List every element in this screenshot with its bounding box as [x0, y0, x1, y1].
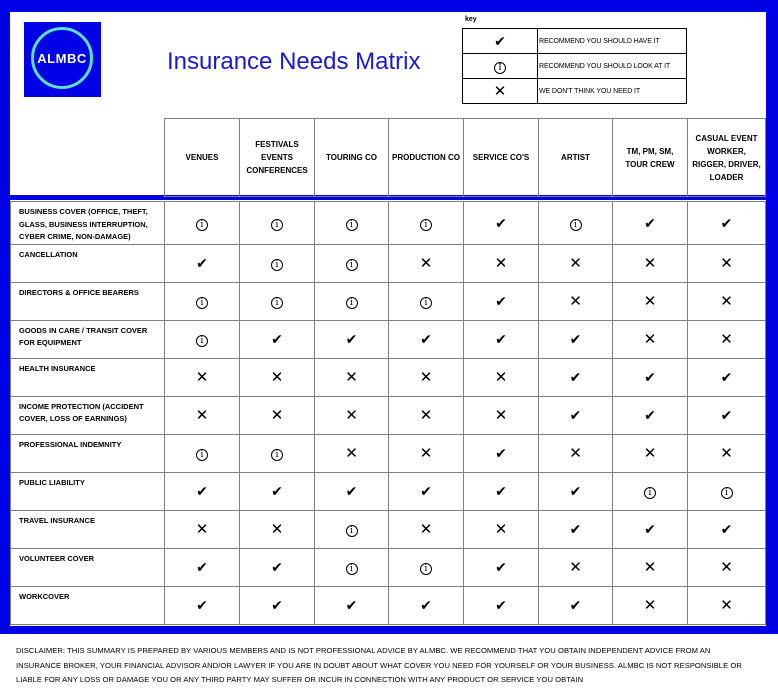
- key-legend: [462, 28, 687, 104]
- check-icon: ✔: [644, 369, 656, 385]
- disclaimer-text: DISCLAIMER: THIS SUMMARY IS PREPARED BY VARIOUS MEMBERS AND IS NOT PROFESSIONAL ADVICE BY ALMBC. WE RECOMMEND THAT YOU OBTAIN INDEPENDENT ADVICE FROM AN INSURANCE BROKER, YOUR FINANCIAL ADVISOR AND/OR LAWYER IF YOU ARE IN DOUBT ABOUT WHAT COVER YOU NEED FOR YOURSELF OR YOUR BUSINESS. ALMBC IS NOT RESPONSIBLE OR LIABLE FOR ANY LOSS OR DAMAGE YOU OR ANY THIRD PARTY MAY SUFFER OR INCUR IN CONNECTION WITH ANY PRODUCT OR SERVICE YOU OBTAIN: [16, 646, 742, 684]
- matrix-cell: [613, 202, 688, 245]
- matrix-cell: [240, 472, 315, 510]
- info-icon: i: [346, 563, 358, 575]
- cross-icon: ✕: [345, 444, 358, 462]
- row-label: INCOME PROTECTION (ACCIDENT COVER, LOSS OF EARNINGS): [11, 396, 165, 434]
- matrix-cell: [240, 586, 315, 624]
- row-label: DIRECTORS & OFFICE BEARERS: [11, 282, 165, 320]
- cross-icon: ✕: [720, 330, 733, 348]
- matrix-cell: [240, 510, 315, 548]
- matrix-cell: [165, 548, 240, 586]
- cross-icon: ✕: [494, 406, 508, 424]
- matrix-cell: [315, 358, 389, 396]
- cross-icon: ✕: [643, 330, 657, 348]
- matrix-cell: [315, 510, 389, 548]
- check-icon: ✔: [420, 597, 432, 613]
- matrix-cell: [389, 586, 464, 624]
- matrix-cell: [688, 282, 766, 320]
- key-row: [463, 79, 687, 104]
- matrix-cell: [688, 358, 766, 396]
- frame-left-border: [0, 0, 10, 634]
- matrix-cell: [165, 510, 240, 548]
- column-header: FESTIVALS EVENTS CONFERENCES: [240, 119, 315, 197]
- matrix-cell: [389, 396, 464, 434]
- matrix-row: [11, 282, 766, 320]
- matrix-cell: [464, 320, 539, 358]
- check-icon: ✔: [271, 331, 283, 347]
- cross-icon: ✕: [419, 444, 433, 462]
- matrix-cell: [389, 244, 464, 282]
- matrix-cell: [539, 434, 613, 472]
- matrix-cell: [464, 282, 539, 320]
- check-icon: ✔: [271, 559, 283, 575]
- matrix-cell: [613, 358, 688, 396]
- check-icon: ✔: [495, 214, 507, 231]
- matrix-cell: [315, 282, 389, 320]
- info-icon: i: [196, 219, 208, 231]
- check-icon: ✔: [569, 369, 582, 385]
- check-icon: ✔: [495, 483, 507, 499]
- matrix-cell: [539, 320, 613, 358]
- matrix-cell: [389, 472, 464, 510]
- cross-icon: ✕: [270, 368, 284, 386]
- check-icon: ✔: [644, 407, 656, 423]
- cross-icon: ✕: [643, 254, 657, 272]
- info-icon: i: [644, 487, 656, 499]
- check-icon: ✔: [345, 483, 358, 499]
- matrix-cell: [389, 434, 464, 472]
- check-icon: ✔: [720, 521, 733, 537]
- row-label: CANCELLATION: [11, 244, 165, 282]
- column-header: CASUAL EVENT WORKER, RIGGER, DRIVER, LOADER: [688, 119, 766, 197]
- matrix-cell: [464, 434, 539, 472]
- matrix-cell: [688, 434, 766, 472]
- cross-icon: ✕: [270, 520, 284, 538]
- matrix-row: [11, 510, 766, 548]
- info-icon: i: [271, 297, 283, 309]
- info-icon: i: [346, 219, 358, 231]
- key-description: WE DON'T THINK YOU NEED IT: [538, 79, 687, 104]
- matrix-row: [11, 434, 766, 472]
- matrix-row: [11, 548, 766, 586]
- key-description: RECOMMEND YOU SHOULD HAVE IT: [538, 29, 687, 54]
- insurance-matrix: [10, 118, 766, 625]
- info-icon: i: [346, 259, 358, 271]
- matrix-cell: [165, 358, 240, 396]
- info-icon: i: [420, 297, 432, 309]
- row-label: TRAVEL INSURANCE: [11, 510, 165, 548]
- cross-icon: ✕: [643, 292, 657, 310]
- matrix-cell: [165, 282, 240, 320]
- column-header: VENUES: [165, 119, 240, 197]
- matrix-row: [11, 320, 766, 358]
- row-label: HEALTH INSURANCE: [11, 358, 165, 396]
- matrix-cell: [389, 510, 464, 548]
- matrix-cell: [315, 244, 389, 282]
- matrix-cell: [165, 472, 240, 510]
- cross-icon: ✕: [643, 596, 657, 614]
- logo-ring: [31, 27, 93, 89]
- check-icon: ✔: [569, 483, 582, 499]
- matrix-cell: [165, 396, 240, 434]
- matrix-cell: [240, 358, 315, 396]
- check-icon: ✔: [271, 597, 283, 613]
- matrix-cell: [389, 282, 464, 320]
- matrix-cell: [688, 320, 766, 358]
- info-icon: i: [721, 487, 733, 499]
- row-label: PUBLIC LIABILITY: [11, 472, 165, 510]
- check-icon: ✔: [495, 559, 507, 575]
- info-icon: i: [346, 297, 358, 309]
- cross-icon: ✕: [494, 368, 508, 386]
- matrix-cell: [539, 244, 613, 282]
- key-description: RECOMMEND YOU SHOULD LOOK AT IT: [538, 54, 687, 79]
- matrix-cell: [389, 202, 464, 245]
- matrix-cell: [165, 586, 240, 624]
- cross-icon: ✕: [345, 368, 358, 386]
- page-title: Insurance Needs Matrix: [167, 48, 421, 75]
- cross-icon: ✕: [494, 520, 508, 538]
- cross-icon: ✕: [494, 254, 508, 272]
- matrix-row: [11, 202, 766, 245]
- matrix-cell: [464, 244, 539, 282]
- cross-icon: ✕: [720, 254, 733, 272]
- matrix-cell: [464, 586, 539, 624]
- check-icon: ✔: [495, 293, 507, 309]
- check-icon: ✔: [420, 331, 432, 347]
- cross-icon: ✕: [419, 520, 433, 538]
- cross-icon: ✕: [720, 292, 733, 310]
- check-icon: ✔: [271, 483, 283, 499]
- almbc-logo: [24, 22, 101, 97]
- cross-icon: ✕: [643, 444, 657, 462]
- matrix-cell: [464, 510, 539, 548]
- cross-icon: ✕: [720, 558, 733, 576]
- key-row: [463, 54, 687, 79]
- frame-right-border: [766, 0, 778, 634]
- frame-top-border: [0, 0, 778, 12]
- matrix-cell: [464, 396, 539, 434]
- info-icon: i: [271, 259, 283, 271]
- cross-icon: ✕: [493, 83, 507, 100]
- matrix-cell: [389, 320, 464, 358]
- cross-icon: ✕: [569, 444, 582, 462]
- cross-icon: ✕: [720, 444, 733, 462]
- check-icon: ✔: [196, 483, 208, 499]
- matrix-cell: [613, 510, 688, 548]
- cross-icon: ✕: [195, 520, 209, 538]
- matrix-cell: [688, 586, 766, 624]
- check-icon: ✔: [345, 597, 358, 613]
- row-label: BUSINESS COVER (OFFICE, THEFT, GLASS, BUSINESS INTERRUPTION, CYBER CRIME, NON-DAMAGE): [11, 202, 165, 245]
- cross-icon: ✕: [569, 254, 582, 272]
- check-icon: ✔: [720, 407, 733, 423]
- info-icon: i: [196, 449, 208, 461]
- matrix-cell: [315, 202, 389, 245]
- matrix-cell: [464, 358, 539, 396]
- cross-icon: ✕: [270, 406, 284, 424]
- matrix-cell: [539, 586, 613, 624]
- matrix-cell: [464, 548, 539, 586]
- matrix-cell: [613, 434, 688, 472]
- cross-icon: ✕: [720, 596, 733, 614]
- cross-icon: ✕: [195, 368, 209, 386]
- cross-icon: ✕: [569, 558, 582, 576]
- check-icon: ✔: [196, 559, 208, 575]
- matrix-row: [11, 586, 766, 624]
- check-icon: ✔: [569, 331, 582, 347]
- check-icon: ✔: [495, 445, 507, 461]
- matrix-cell: [165, 244, 240, 282]
- matrix-cell: [240, 396, 315, 434]
- matrix-cell: [539, 202, 613, 245]
- matrix-cell: [688, 244, 766, 282]
- info-icon: i: [196, 297, 208, 309]
- column-header: ARTIST: [539, 119, 613, 197]
- matrix-cell: [315, 320, 389, 358]
- matrix-row: [11, 472, 766, 510]
- matrix-cell: [165, 434, 240, 472]
- matrix-cell: [315, 472, 389, 510]
- matrix-cell: [613, 244, 688, 282]
- matrix-cell: [389, 358, 464, 396]
- matrix-cell: [539, 358, 613, 396]
- matrix-cell: [613, 282, 688, 320]
- matrix-cell: [688, 396, 766, 434]
- info-icon: i: [271, 449, 283, 461]
- matrix-cell: [613, 320, 688, 358]
- check-icon: ✔: [196, 255, 208, 271]
- check-icon: ✔: [196, 597, 208, 613]
- check-icon: ✔: [720, 369, 733, 385]
- matrix-row: [11, 396, 766, 434]
- matrix-cell: [539, 282, 613, 320]
- cross-icon: ✕: [569, 292, 582, 310]
- matrix-cell: [240, 244, 315, 282]
- row-label: VOLUNTEER COVER: [11, 548, 165, 586]
- matrix-row: [11, 358, 766, 396]
- column-header: TM, PM, SM, TOUR CREW: [613, 119, 688, 197]
- key-symbol: [463, 79, 538, 104]
- matrix-cell: [613, 548, 688, 586]
- row-label: PROFESSIONAL INDEMNITY: [11, 434, 165, 472]
- key-symbol: [463, 54, 538, 79]
- check-icon: ✔: [569, 407, 582, 423]
- matrix-cell: [315, 586, 389, 624]
- matrix-cell: [464, 202, 539, 245]
- key-symbol: [463, 29, 538, 54]
- row-label: GOODS IN CARE / TRANSIT COVER FOR EQUIPMENT: [11, 320, 165, 358]
- check-icon: ✔: [495, 331, 507, 347]
- info-icon: i: [420, 563, 432, 575]
- logo-text: ALMBC: [37, 50, 87, 66]
- matrix-cell: [240, 202, 315, 245]
- check-icon: ✔: [644, 521, 656, 537]
- check-icon: ✔: [495, 597, 507, 613]
- cross-icon: ✕: [345, 406, 358, 424]
- info-icon: i: [196, 335, 208, 347]
- cross-icon: ✕: [419, 406, 433, 424]
- info-icon: I: [494, 62, 506, 74]
- matrix-cell: [539, 472, 613, 510]
- cross-icon: ✕: [195, 406, 209, 424]
- matrix-cell: [688, 548, 766, 586]
- matrix-cell: [539, 510, 613, 548]
- matrix-cell: [240, 282, 315, 320]
- check-icon: ✔: [569, 597, 582, 613]
- matrix-cell: [688, 510, 766, 548]
- row-label: WORKCOVER: [11, 586, 165, 624]
- cross-icon: ✕: [419, 254, 433, 272]
- matrix-cell: [240, 548, 315, 586]
- matrix-cell: [315, 434, 389, 472]
- key-row: [463, 29, 687, 54]
- cross-icon: ✕: [643, 558, 657, 576]
- matrix-cell: [613, 396, 688, 434]
- matrix-cell: [688, 472, 766, 510]
- matrix-cell: [240, 434, 315, 472]
- column-header: SERVICE CO'S: [464, 119, 539, 197]
- matrix-cell: [613, 472, 688, 510]
- matrix-corner: [11, 119, 165, 197]
- matrix-cell: [315, 396, 389, 434]
- check-icon: ✔: [494, 32, 506, 49]
- matrix-cell: [613, 586, 688, 624]
- info-icon: i: [271, 219, 283, 231]
- key-label: key: [465, 16, 477, 23]
- info-icon: i: [570, 219, 582, 231]
- column-header: PRODUCTION CO: [389, 119, 464, 197]
- check-icon: ✔: [644, 214, 656, 231]
- matrix-cell: [165, 320, 240, 358]
- check-icon: ✔: [345, 331, 358, 347]
- cross-icon: ✕: [419, 368, 433, 386]
- column-header: TOURING CO: [315, 119, 389, 197]
- check-icon: ✔: [569, 521, 582, 537]
- matrix-cell: [315, 548, 389, 586]
- check-icon: ✔: [720, 214, 733, 231]
- matrix-cell: [688, 202, 766, 245]
- matrix-cell: [539, 548, 613, 586]
- info-icon: i: [346, 525, 358, 537]
- matrix-row: [11, 244, 766, 282]
- check-icon: ✔: [420, 483, 432, 499]
- matrix-cell: [464, 472, 539, 510]
- matrix-cell: [389, 548, 464, 586]
- info-icon: i: [420, 219, 432, 231]
- matrix-cell: [539, 396, 613, 434]
- matrix-cell: [240, 320, 315, 358]
- frame-bottom-border: [0, 626, 778, 634]
- matrix-cell: [165, 202, 240, 245]
